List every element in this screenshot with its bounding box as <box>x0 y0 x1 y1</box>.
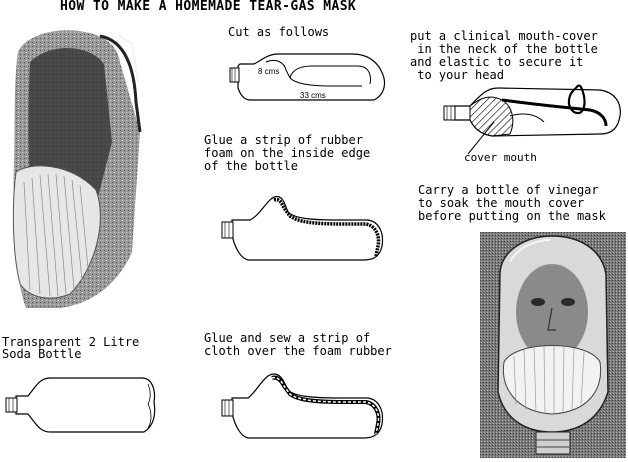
step-bottle-line-1: Transparent 2 Litre <box>2 335 140 349</box>
step-vinegar-line-1: Carry a bottle of vinegar <box>418 183 599 197</box>
cut-width-label: 8 cms <box>258 67 280 76</box>
step-mouth-cover-line-1: put a clinical mouth-cover <box>410 29 598 43</box>
step-vinegar-line-2: to soak the mouth cover <box>418 196 585 210</box>
cover-mouth-label: cover mouth <box>464 151 537 164</box>
step-sew-cloth-line-1: Glue and sew a strip of <box>204 331 371 345</box>
step-vinegar-line-3: before putting on the mask <box>418 209 606 223</box>
step-mouth-cover-line-3: and elastic to secure it <box>410 55 584 69</box>
step-bottle-line-2: Soda Bottle <box>2 347 82 361</box>
step-cut-line-1: Cut as follows <box>228 25 330 39</box>
step-glue-foam-line-1: Glue a strip of rubber <box>204 133 363 147</box>
bottle-mask-side-photo <box>0 22 152 310</box>
step-glue-foam-line-2: foam on the inside edge <box>204 146 371 160</box>
step-mouth-cover-line-4: to your head <box>410 68 504 82</box>
step-mouth-cover-line-2: in the neck of the bottle <box>410 42 598 56</box>
cut-pattern-diagram <box>220 44 390 114</box>
step-sew-cloth-line-2: cloth over the foam rubber <box>204 344 392 358</box>
person-wearing-mask-photo <box>480 232 626 458</box>
page-title: HOW TO MAKE A HOMEMADE TEAR-GAS MASK <box>60 0 357 14</box>
step-glue-foam-line-3: of the bottle <box>204 159 298 173</box>
plain-bottle-diagram <box>2 370 158 440</box>
cut-length-label: 33 cms <box>300 91 326 100</box>
cloth-strip-diagram <box>218 368 386 448</box>
foam-strip-diagram <box>218 186 388 266</box>
